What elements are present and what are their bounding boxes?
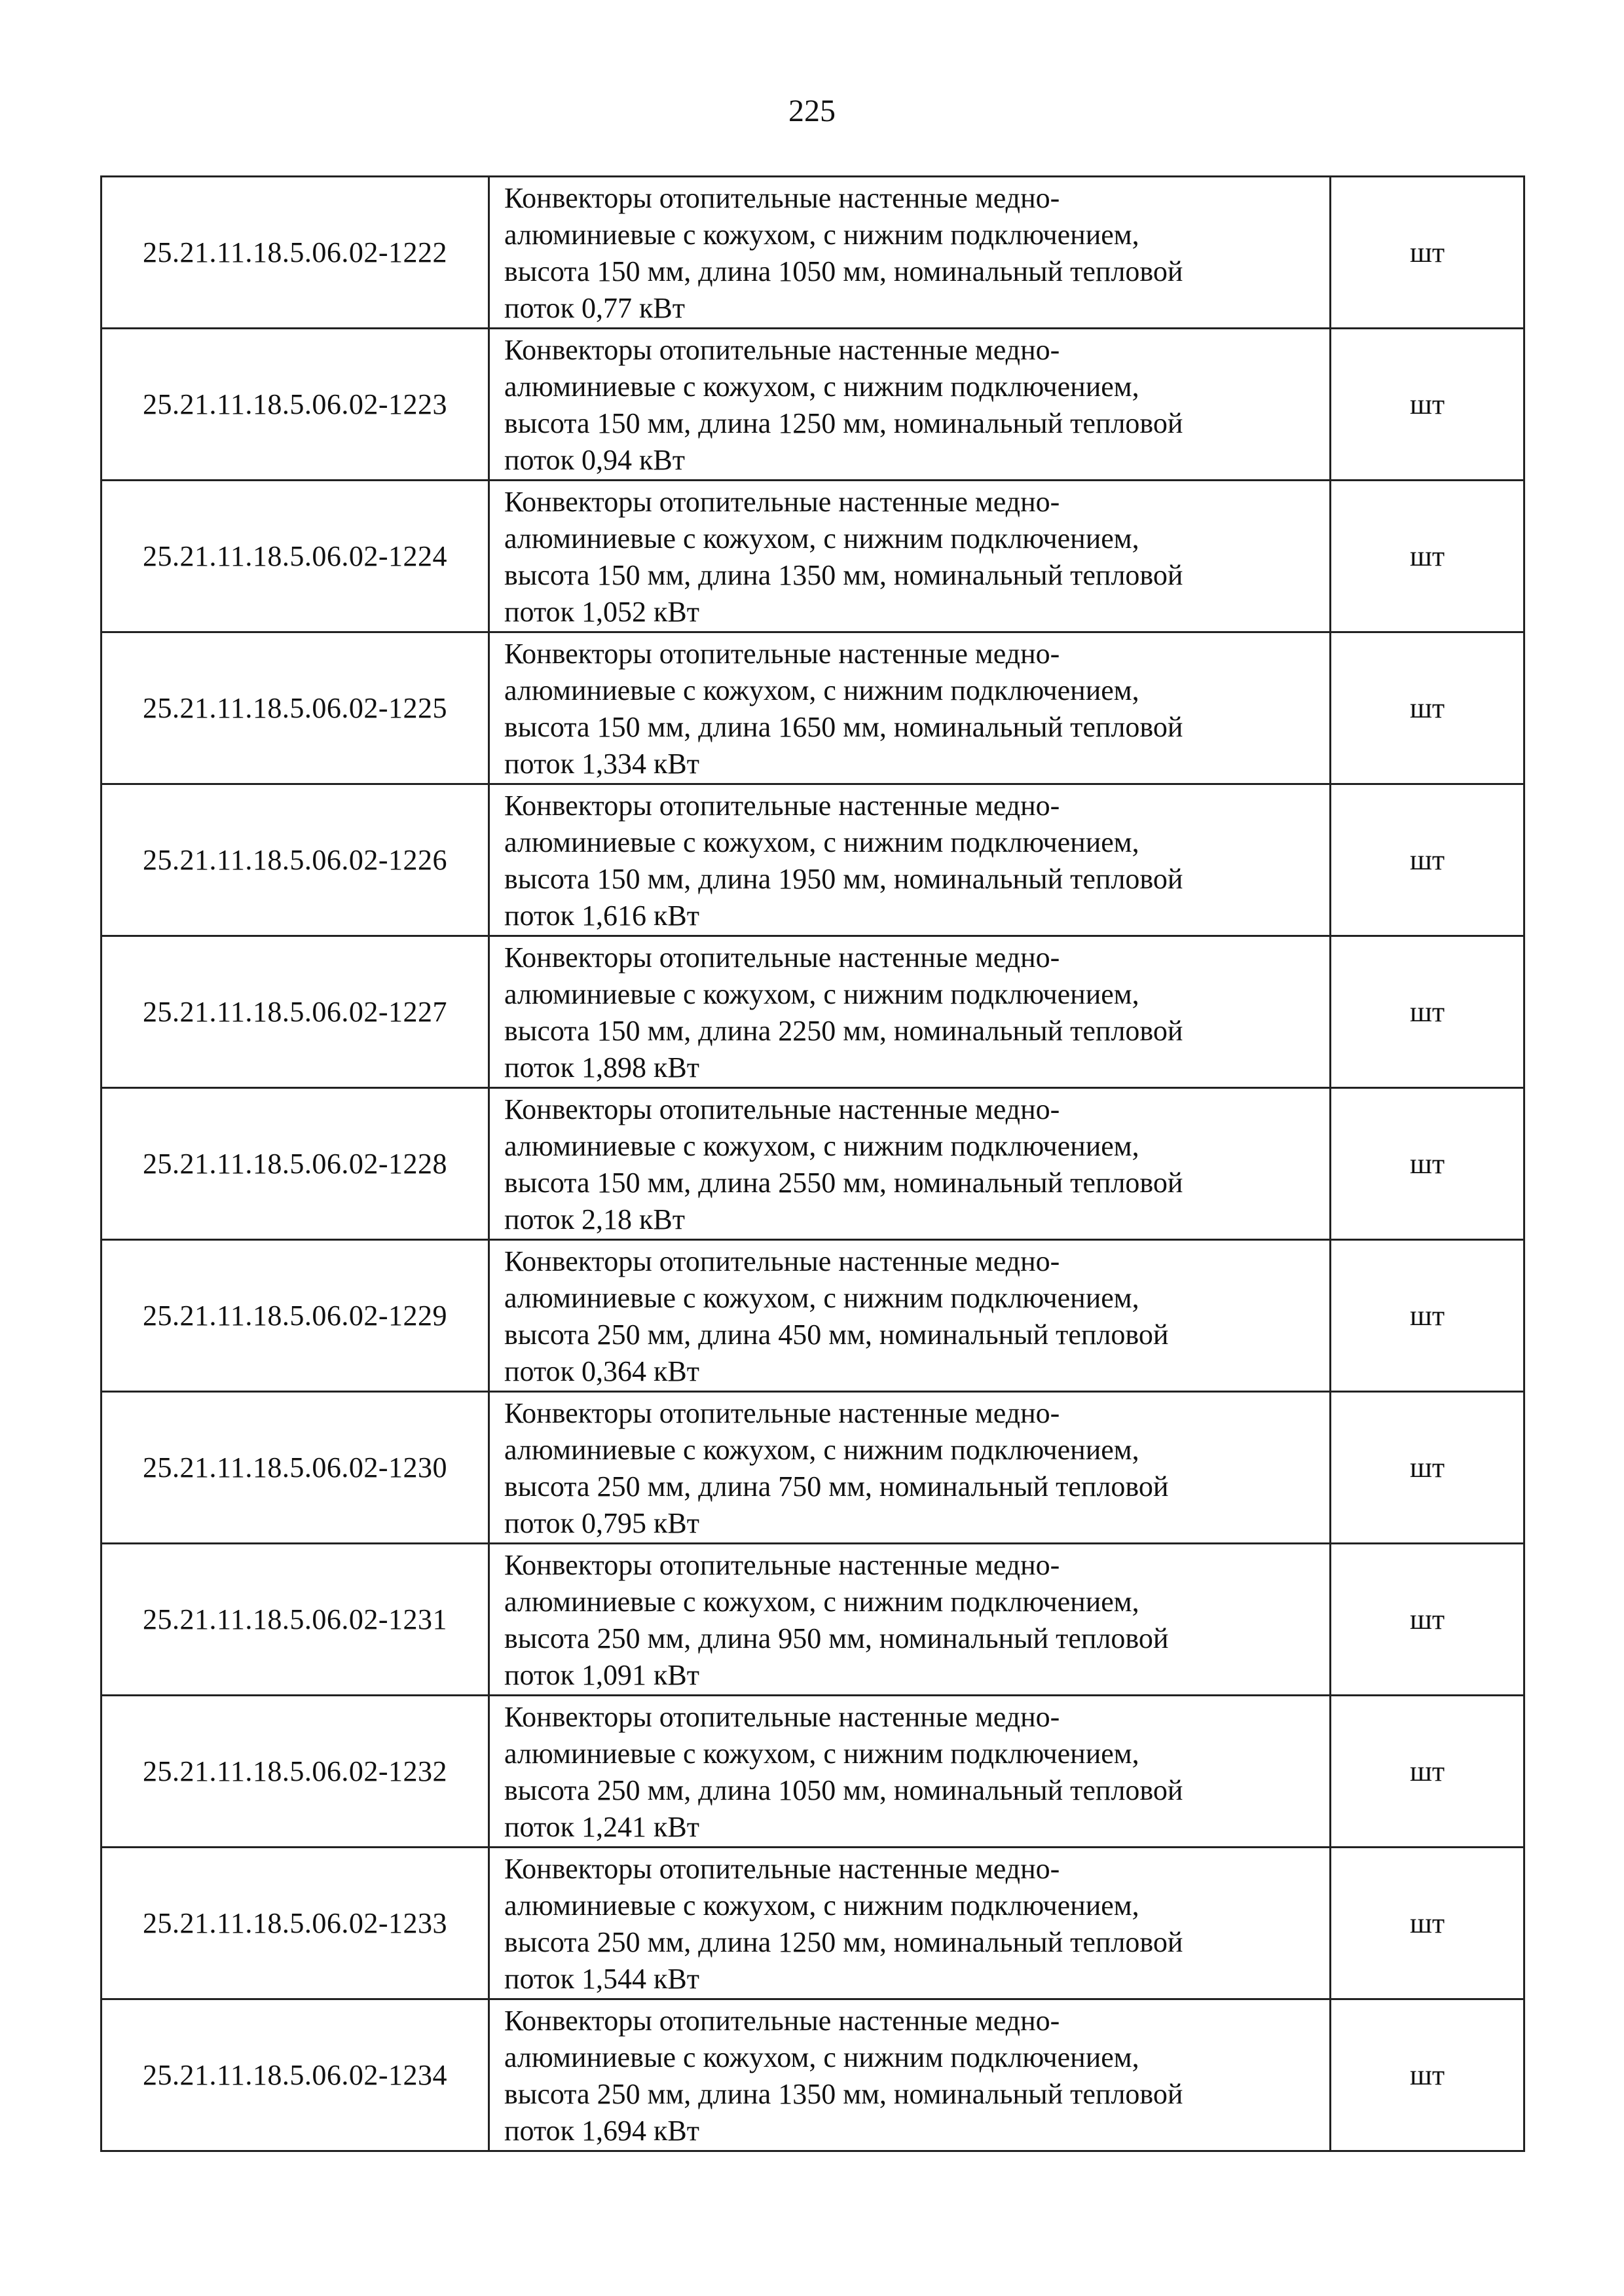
- table-body: [101, 177, 1524, 2151]
- item-description-line: поток 1,616 кВт: [504, 900, 699, 932]
- item-description-line: Конвекторы отопительные настенные медно-: [504, 790, 1060, 822]
- item-unit-cell: шт: [1331, 1999, 1524, 2151]
- item-description-cell: [489, 329, 1331, 481]
- item-description-line: поток 0,795 кВт: [504, 1507, 699, 1539]
- item-code-cell: 25.21.11.18.5.06.02-1223: [101, 329, 489, 481]
- item-description-line: Конвекторы отопительные настенные медно-: [504, 1093, 1060, 1125]
- item-description-cell: [489, 177, 1331, 329]
- item-description-cell: [489, 481, 1331, 632]
- page-number: 225: [788, 94, 836, 128]
- item-description-line: поток 1,052 кВт: [504, 596, 699, 628]
- item-description-line: поток 1,334 кВт: [504, 748, 699, 780]
- item-description-line: высота 150 мм, длина 1250 мм, номинальный тепловой: [504, 407, 1183, 439]
- item-unit-cell: шт: [1331, 1088, 1524, 1240]
- item-description-line: алюминиевые с кожухом, с нижним подключением,: [504, 1889, 1139, 1922]
- item-description-line: высота 150 мм, длина 1350 мм, номинальный тепловой: [504, 559, 1183, 591]
- item-description-line: Конвекторы отопительные настенные медно-: [504, 941, 1060, 974]
- item-code-cell: 25.21.11.18.5.06.02-1232: [101, 1696, 489, 1848]
- item-code-cell: 25.21.11.18.5.06.02-1233: [101, 1848, 489, 1999]
- item-unit-cell: шт: [1331, 329, 1524, 481]
- item-description-line: Конвекторы отопительные настенные медно-: [504, 2005, 1060, 2037]
- item-unit-cell: шт: [1331, 481, 1524, 632]
- item-description-line: Конвекторы отопительные настенные медно-: [504, 1701, 1060, 1733]
- item-description-line: Конвекторы отопительные настенные медно-: [504, 182, 1060, 214]
- item-description-line: алюминиевые с кожухом, с нижним подключением,: [504, 1586, 1139, 1618]
- item-description-line: высота 250 мм, длина 450 мм, номинальный тепловой: [504, 1319, 1169, 1351]
- item-description-line: поток 1,241 кВт: [504, 1811, 699, 1843]
- item-description-line: высота 250 мм, длина 750 мм, номинальный тепловой: [504, 1470, 1169, 1503]
- item-description-line: алюминиевые с кожухом, с нижним подключением,: [504, 2041, 1139, 2073]
- item-code-cell: 25.21.11.18.5.06.02-1224: [101, 481, 489, 632]
- item-code-cell: 25.21.11.18.5.06.02-1225: [101, 632, 489, 784]
- item-code-cell: 25.21.11.18.5.06.02-1226: [101, 784, 489, 936]
- item-description-line: алюминиевые с кожухом, с нижним подключением,: [504, 826, 1139, 858]
- convector-spec-table: [100, 175, 1525, 2152]
- item-description-line: высота 250 мм, длина 1350 мм, номинальный тепловой: [504, 2078, 1183, 2110]
- item-description-line: алюминиевые с кожухом, с нижним подключением,: [504, 1130, 1139, 1162]
- item-unit-cell: шт: [1331, 1392, 1524, 1544]
- item-description-line: высота 150 мм, длина 1050 мм, номинальный тепловой: [504, 255, 1183, 287]
- item-description-line: высота 150 мм, длина 2550 мм, номинальный тепловой: [504, 1167, 1183, 1199]
- item-description-line: высота 150 мм, длина 1650 мм, номинальный тепловой: [504, 711, 1183, 743]
- table-row: [101, 177, 1524, 329]
- item-description-line: алюминиевые с кожухом, с нижним подключением,: [504, 674, 1139, 706]
- table-row: [101, 481, 1524, 632]
- item-description-cell: [489, 1088, 1331, 1240]
- item-description-cell: [489, 784, 1331, 936]
- item-description-line: высота 250 мм, длина 1250 мм, номинальный тепловой: [504, 1926, 1183, 1958]
- item-description-cell: [489, 632, 1331, 784]
- table-row: [101, 1544, 1524, 1696]
- item-description-line: алюминиевые с кожухом, с нижним подключением,: [504, 1738, 1139, 1770]
- item-code-cell: 25.21.11.18.5.06.02-1228: [101, 1088, 489, 1240]
- item-unit-cell: шт: [1331, 1544, 1524, 1696]
- item-description-cell: [489, 1999, 1331, 2151]
- item-description-cell: [489, 1392, 1331, 1544]
- item-unit-cell: шт: [1331, 177, 1524, 329]
- item-unit-cell: шт: [1331, 784, 1524, 936]
- item-code-cell: 25.21.11.18.5.06.02-1230: [101, 1392, 489, 1544]
- table-row: [101, 1696, 1524, 1848]
- item-description-cell: [489, 936, 1331, 1088]
- item-description-line: Конвекторы отопительные настенные медно-: [504, 1245, 1060, 1277]
- item-unit-cell: шт: [1331, 1848, 1524, 1999]
- item-description-line: алюминиевые с кожухом, с нижним подключением,: [504, 371, 1139, 403]
- table-row: [101, 1088, 1524, 1240]
- item-description-line: Конвекторы отопительные настенные медно-: [504, 638, 1060, 670]
- table-row: [101, 1999, 1524, 2151]
- item-code-cell: 25.21.11.18.5.06.02-1231: [101, 1544, 489, 1696]
- item-description-line: Конвекторы отопительные настенные медно-: [504, 1549, 1060, 1581]
- item-code-cell: 25.21.11.18.5.06.02-1222: [101, 177, 489, 329]
- item-description-line: высота 150 мм, длина 1950 мм, номинальный тепловой: [504, 863, 1183, 895]
- item-description-line: поток 1,898 кВт: [504, 1051, 699, 1084]
- item-description-line: поток 1,544 кВт: [504, 1963, 699, 1995]
- table-row: [101, 632, 1524, 784]
- item-code-cell: 25.21.11.18.5.06.02-1227: [101, 936, 489, 1088]
- item-unit-cell: шт: [1331, 936, 1524, 1088]
- item-description-line: Конвекторы отопительные настенные медно-: [504, 334, 1060, 366]
- item-code-cell: 25.21.11.18.5.06.02-1229: [101, 1240, 489, 1392]
- item-description-line: высота 250 мм, длина 1050 мм, номинальный тепловой: [504, 1774, 1183, 1806]
- item-description-cell: [489, 1544, 1331, 1696]
- item-description-line: поток 1,091 кВт: [504, 1659, 699, 1691]
- item-unit-cell: шт: [1331, 1240, 1524, 1392]
- item-description-line: алюминиевые с кожухом, с нижним подключением,: [504, 522, 1139, 555]
- item-description-line: алюминиевые с кожухом, с нижним подключением,: [504, 1282, 1139, 1314]
- item-description-line: поток 0,94 кВт: [504, 444, 685, 476]
- table-row: [101, 784, 1524, 936]
- table-row: [101, 1240, 1524, 1392]
- item-unit-cell: шт: [1331, 1696, 1524, 1848]
- item-description-line: поток 2,18 кВт: [504, 1203, 685, 1235]
- item-description-line: поток 1,694 кВт: [504, 2115, 699, 2147]
- item-description-line: поток 0,77 кВт: [504, 292, 685, 324]
- item-description-line: высота 250 мм, длина 950 мм, номинальный тепловой: [504, 1622, 1169, 1654]
- item-description-line: алюминиевые с кожухом, с нижним подключением,: [504, 978, 1139, 1010]
- item-description-line: поток 0,364 кВт: [504, 1355, 699, 1387]
- table-row: [101, 329, 1524, 481]
- item-description-line: высота 150 мм, длина 2250 мм, номинальный тепловой: [504, 1015, 1183, 1047]
- item-description-line: алюминиевые с кожухом, с нижним подключением,: [504, 1434, 1139, 1466]
- item-description-line: Конвекторы отопительные настенные медно-: [504, 1397, 1060, 1429]
- table-row: [101, 1392, 1524, 1544]
- item-description-line: алюминиевые с кожухом, с нижним подключением,: [504, 219, 1139, 251]
- item-description-cell: [489, 1848, 1331, 1999]
- item-description-line: Конвекторы отопительные настенные медно-: [504, 1853, 1060, 1885]
- item-code-cell: 25.21.11.18.5.06.02-1234: [101, 1999, 489, 2151]
- item-description-line: Конвекторы отопительные настенные медно-: [504, 486, 1060, 518]
- item-description-cell: [489, 1240, 1331, 1392]
- table-row: [101, 936, 1524, 1088]
- table-row: [101, 1848, 1524, 1999]
- item-unit-cell: шт: [1331, 632, 1524, 784]
- item-description-cell: [489, 1696, 1331, 1848]
